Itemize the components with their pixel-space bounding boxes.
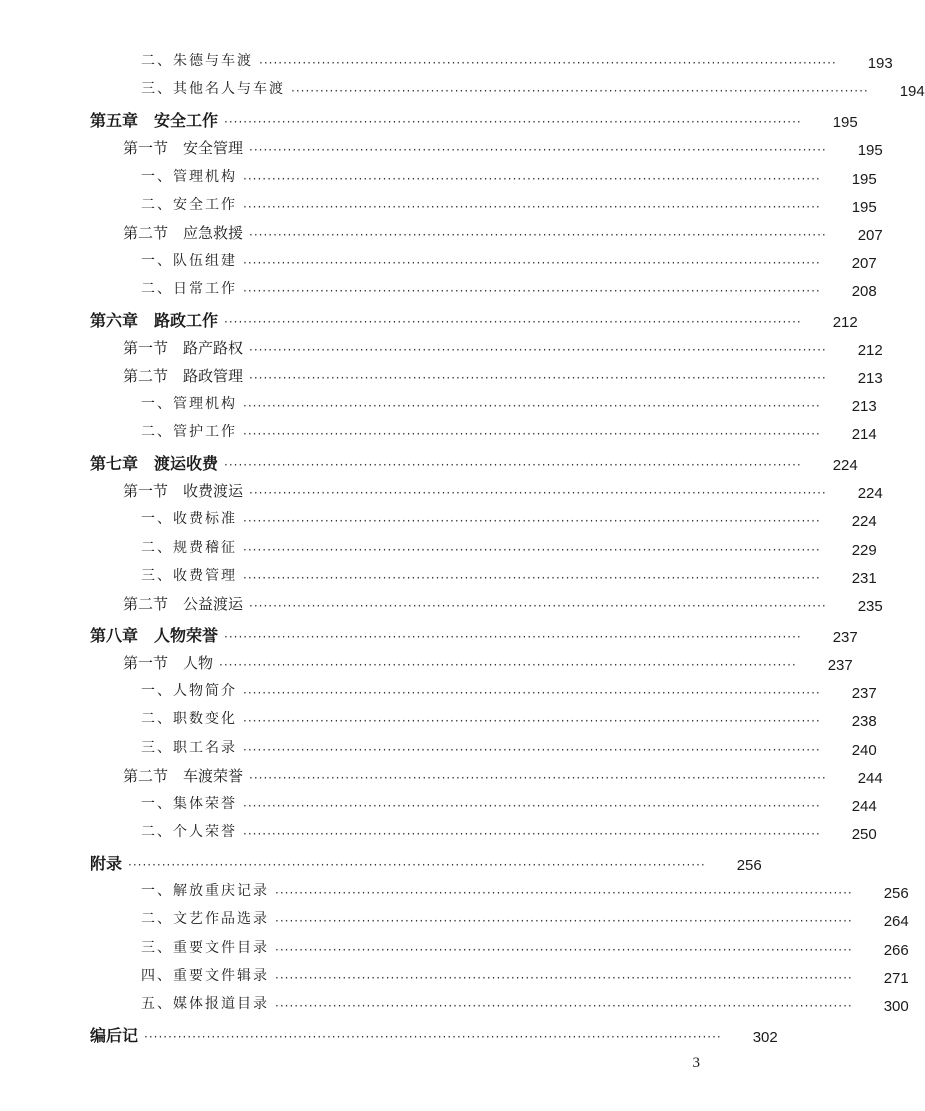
toc-entry-title: 二、日常工作 <box>141 281 237 297</box>
toc-entry-title: 五、媒体报道目录 <box>141 996 269 1012</box>
toc-entry <box>0 107 858 133</box>
dot-leader: ························································································································ <box>275 886 853 900</box>
toc-entry <box>0 735 877 761</box>
toc-entry <box>0 276 877 302</box>
toc-entry-page-number: 213 <box>851 398 877 415</box>
toc-entry-page-number: 224 <box>832 457 858 474</box>
toc-entry-page-number: 207 <box>851 255 877 272</box>
toc-entry-title: 第六章 路政工作 <box>90 311 219 330</box>
toc-entry-title: 第二节 路政管理 <box>123 367 244 385</box>
toc-entry <box>0 307 858 333</box>
toc-entry-page-number: 237 <box>851 685 877 702</box>
dot-leader: ························································································································ <box>224 458 802 472</box>
toc-entry-title: 第一节 收费渡运 <box>123 482 244 500</box>
dot-leader: ························································································································ <box>249 143 827 157</box>
dot-leader: ························································································································ <box>259 56 837 70</box>
page-number: 3 <box>692 1055 700 1071</box>
toc-entry <box>0 478 883 504</box>
toc-entry <box>0 506 877 532</box>
toc-entry-page-number: 235 <box>857 598 883 615</box>
toc-entry-page-number: 256 <box>736 857 762 874</box>
toc-entry <box>0 763 883 789</box>
toc-entry-title: 第一节 安全管理 <box>123 139 244 157</box>
toc-entry-page-number: 208 <box>851 283 877 300</box>
toc-entry <box>0 650 853 676</box>
toc-entry-title: 第二节 应急救援 <box>123 224 244 242</box>
toc-entry <box>0 791 877 817</box>
toc-entry <box>0 678 877 704</box>
dot-leader: ························································································································ <box>243 743 821 757</box>
toc-entry-title: 一、队伍组建 <box>141 253 237 269</box>
toc-entry-title: 一、集体荣誉 <box>141 796 237 812</box>
toc-entry-page-number: 193 <box>867 55 893 72</box>
toc-entry-page-number: 195 <box>851 171 877 188</box>
dot-leader: ························································································································ <box>243 200 821 214</box>
toc-entry <box>0 706 877 732</box>
toc-entry <box>0 391 877 417</box>
toc-entry-title: 二、个人荣誉 <box>141 824 237 840</box>
dot-leader: ························································································································ <box>243 284 821 298</box>
toc-entry-title: 三、职工名录 <box>141 740 237 756</box>
dot-leader: ························································································································ <box>249 486 827 500</box>
dot-leader: ························································································································ <box>249 343 827 357</box>
toc-entry-title: 三、收费管理 <box>141 568 237 584</box>
dot-leader: ························································································································ <box>243 543 821 557</box>
toc-entry-page-number: 195 <box>857 142 883 159</box>
toc-entry-page-number: 264 <box>883 913 909 930</box>
toc-entry-page-number: 302 <box>752 1029 778 1046</box>
toc-entry <box>0 363 883 389</box>
toc-entry-page-number: 194 <box>899 83 925 100</box>
dot-leader: ························································································································ <box>249 771 827 785</box>
toc-entry <box>0 991 909 1017</box>
toc-entry-page-number: 224 <box>851 513 877 530</box>
toc-entry <box>0 335 883 361</box>
toc-entry-page-number: 244 <box>851 798 877 815</box>
toc-entry-page-number: 240 <box>851 742 877 759</box>
toc-entry-page-number: 195 <box>851 199 877 216</box>
toc-entry <box>0 450 858 476</box>
dot-leader: ························································································································ <box>243 686 821 700</box>
toc-entry-title: 二、安全工作 <box>141 197 237 213</box>
toc-entry-title: 二、规费稽征 <box>141 540 237 556</box>
toc-entry-title: 第一节 路产路权 <box>123 339 244 357</box>
toc-entry-title: 三、其他名人与车渡 <box>141 81 285 97</box>
toc-entry <box>0 419 877 445</box>
toc-entry <box>0 1022 790 1048</box>
toc-entry <box>0 535 877 561</box>
dot-leader: ························································································································ <box>249 228 827 242</box>
dot-leader: ························································································································ <box>243 799 821 813</box>
toc-entry <box>0 963 909 989</box>
toc-entry <box>0 563 877 589</box>
toc-entry-title: 二、文艺作品选录 <box>141 911 269 927</box>
toc-entry-title: 一、管理机构 <box>141 396 237 412</box>
toc-entry <box>0 622 858 648</box>
toc-entry-title: 第五章 安全工作 <box>90 111 219 130</box>
dot-leader: ························································································································ <box>224 115 802 129</box>
toc-entry-title: 一、管理机构 <box>141 169 237 185</box>
dot-leader: ························································································································ <box>243 172 821 186</box>
toc-entry-page-number: 213 <box>857 370 883 387</box>
toc-entry <box>0 906 909 932</box>
toc-entry-title: 二、朱德与车渡 <box>141 53 253 69</box>
toc-entry-page-number: 250 <box>851 826 877 843</box>
toc-entry-title: 编后记 <box>90 1026 139 1045</box>
dot-leader: ························································································································ <box>249 371 827 385</box>
toc-entry-page-number: 224 <box>857 485 883 502</box>
toc-entry-title: 第一节 人物 <box>123 654 214 672</box>
toc-entry-page-number: 244 <box>857 770 883 787</box>
dot-leader: ························································································································ <box>243 514 821 528</box>
toc-entry-title: 第八章 人物荣誉 <box>90 626 219 645</box>
dot-leader: ························································································································ <box>291 84 869 98</box>
dot-leader: ························································································································ <box>275 971 853 985</box>
toc-entry-title: 三、重要文件目录 <box>141 940 269 956</box>
toc-entry <box>0 248 877 274</box>
dot-leader: ························································································································ <box>243 427 821 441</box>
toc-entry-page-number: 212 <box>857 342 883 359</box>
dot-leader: ························································································································ <box>219 658 797 672</box>
dot-leader: ························································································································ <box>243 714 821 728</box>
dot-leader: ························································································································ <box>275 914 853 928</box>
dot-leader: ························································································································ <box>144 1030 722 1044</box>
toc-entry-page-number: 214 <box>851 426 877 443</box>
toc-entry-page-number: 300 <box>883 998 909 1015</box>
toc-entry <box>0 220 883 246</box>
toc-entry-page-number: 266 <box>883 942 909 959</box>
toc-entry-title: 一、人物简介 <box>141 683 237 699</box>
toc-entry <box>0 192 877 218</box>
toc-entry-page-number: 271 <box>883 970 909 987</box>
dot-leader: ························································································································ <box>243 827 821 841</box>
toc-entry-page-number: 207 <box>857 227 883 244</box>
toc-entry-page-number: 238 <box>851 713 877 730</box>
toc-entry-title: 一、解放重庆记录 <box>141 883 269 899</box>
dot-leader: ························································································································ <box>275 999 853 1013</box>
dot-leader: ························································································································ <box>243 571 821 585</box>
toc-entry-title: 附录 <box>90 854 123 873</box>
toc-entry <box>0 850 790 876</box>
dot-leader: ························································································································ <box>224 315 802 329</box>
dot-leader: ························································································································ <box>224 630 802 644</box>
toc-entry <box>0 135 883 161</box>
toc-entry <box>0 935 909 961</box>
toc-entry-page-number: 231 <box>851 570 877 587</box>
toc-entry-page-number: 229 <box>851 542 877 559</box>
toc-entry <box>0 48 893 74</box>
toc-entry-page-number: 195 <box>832 114 858 131</box>
toc-entry <box>0 591 883 617</box>
dot-leader: ························································································································ <box>275 943 853 957</box>
toc-entry-title: 一、收费标准 <box>141 511 237 527</box>
toc-entry-title: 二、职数变化 <box>141 711 237 727</box>
toc-entry-title: 第二节 公益渡运 <box>123 595 244 613</box>
dot-leader: ························································································································ <box>243 399 821 413</box>
dot-leader: ························································································································ <box>249 599 827 613</box>
toc-entry-page-number: 212 <box>832 314 858 331</box>
toc-entry-title: 二、管护工作 <box>141 424 237 440</box>
toc-entry-page-number: 256 <box>883 885 909 902</box>
toc-entry <box>0 76 925 102</box>
dot-leader: ························································································································ <box>128 858 706 872</box>
toc-entry-page-number: 237 <box>827 657 853 674</box>
dot-leader: ························································································································ <box>243 256 821 270</box>
toc-entry-page-number: 237 <box>832 629 858 646</box>
toc-entry-title: 第二节 车渡荣誉 <box>123 767 244 785</box>
toc-entry <box>0 164 877 190</box>
toc-entry-title: 第七章 渡运收费 <box>90 454 219 473</box>
toc-entry <box>0 878 909 904</box>
toc-entry-title: 四、重要文件辑录 <box>141 968 269 984</box>
toc-entry <box>0 819 877 845</box>
